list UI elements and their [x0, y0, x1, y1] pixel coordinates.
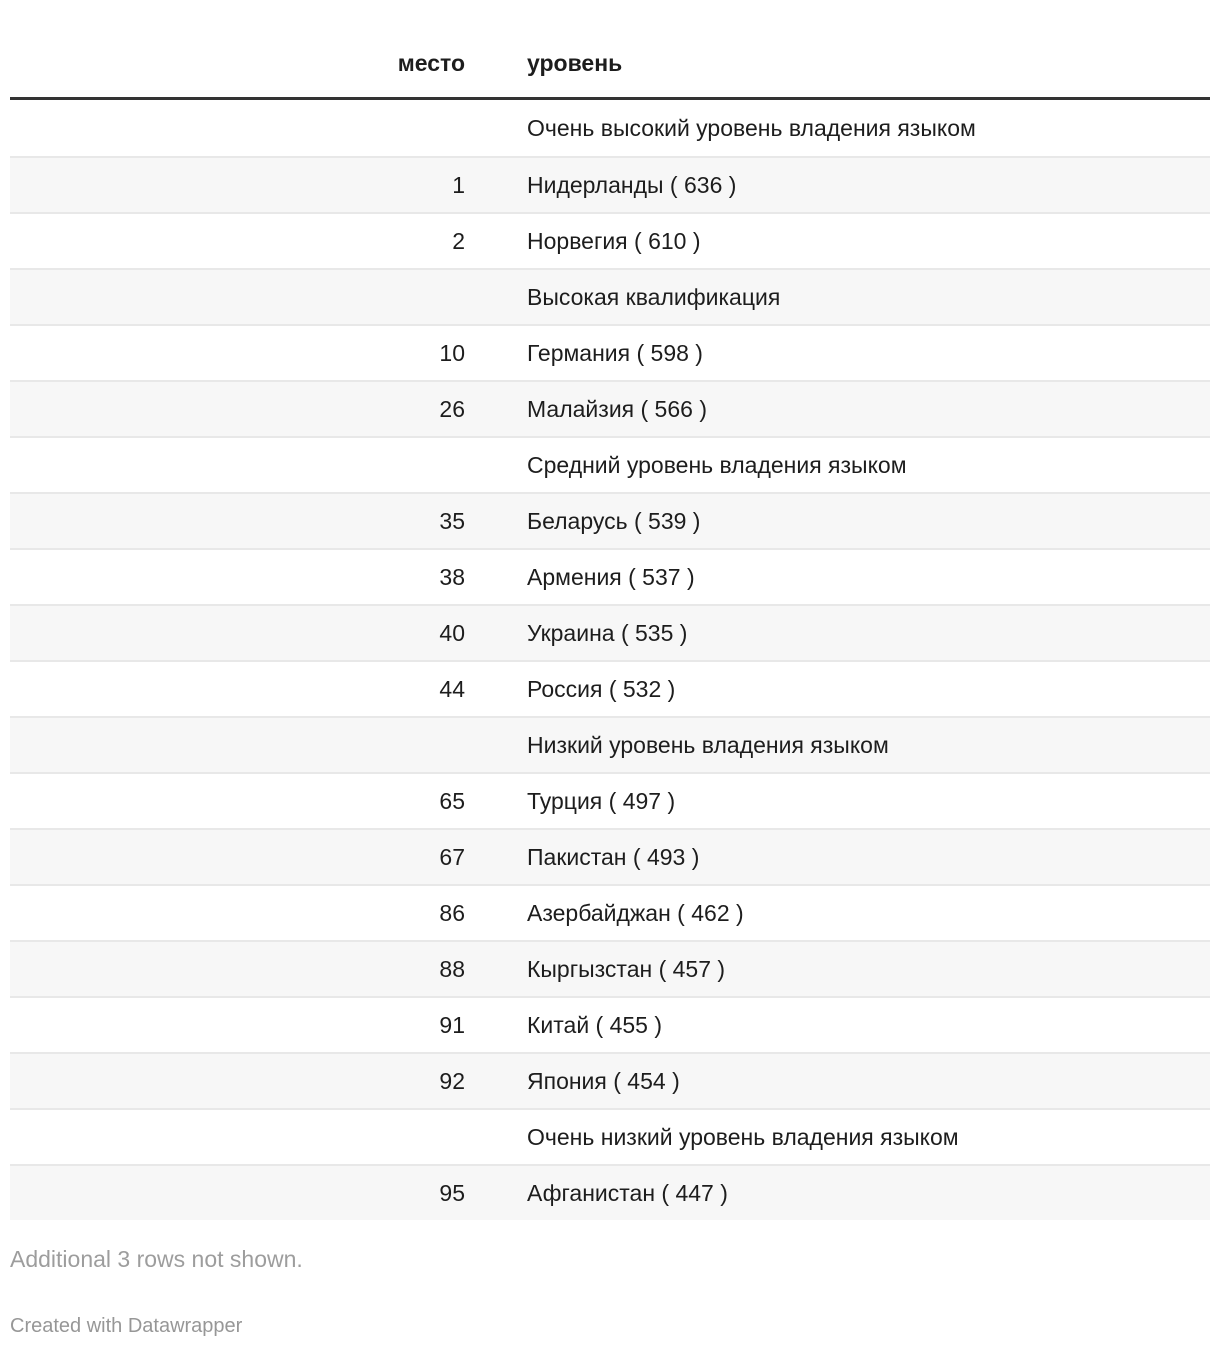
table-row: [10, 493, 1210, 549]
level-cell: Украина ( 535 ): [465, 605, 1210, 661]
datawrapper-attribution[interactable]: Created with Datawrapper: [10, 1315, 243, 1337]
table-row: [10, 381, 1210, 437]
rank-cell: 91: [10, 997, 465, 1053]
section-label: Средний уровень владения языком: [465, 437, 1210, 493]
rank-cell: 26: [10, 381, 465, 437]
rank-cell: 10: [10, 325, 465, 381]
level-cell: Турция ( 497 ): [465, 773, 1210, 829]
table-row: [10, 1053, 1210, 1109]
rank-cell: [10, 1109, 465, 1165]
table-row: [10, 997, 1210, 1053]
rank-cell: 67: [10, 829, 465, 885]
rank-cell: 38: [10, 549, 465, 605]
level-cell: Кыргызстан ( 457 ): [465, 941, 1210, 997]
rows-not-shown-note: Additional 3 rows not shown.: [10, 1246, 303, 1272]
rank-cell: 65: [10, 773, 465, 829]
section-label: Низкий уровень владения языком: [465, 717, 1210, 773]
table-row: [10, 549, 1210, 605]
level-cell: Азербайджан ( 462 ): [465, 885, 1210, 941]
rank-cell: [10, 269, 465, 325]
table-row: [10, 829, 1210, 885]
table-row: [10, 605, 1210, 661]
section-row: [10, 99, 1210, 158]
level-cell: Беларусь ( 539 ): [465, 493, 1210, 549]
section-row: [10, 269, 1210, 325]
section-label: Высокая квалификация: [465, 269, 1210, 325]
level-cell: Китай ( 455 ): [465, 997, 1210, 1053]
column-header-level: уровень: [465, 0, 1210, 99]
level-cell: Япония ( 454 ): [465, 1053, 1210, 1109]
level-cell: Армения ( 537 ): [465, 549, 1210, 605]
rank-cell: [10, 99, 465, 158]
rank-cell: [10, 717, 465, 773]
level-cell: Нидерланды ( 636 ): [465, 157, 1210, 213]
rank-cell: 86: [10, 885, 465, 941]
level-cell: Германия ( 598 ): [465, 325, 1210, 381]
column-header-rank: место: [10, 0, 465, 99]
section-label: Очень низкий уровень владения языком: [465, 1109, 1210, 1165]
level-cell: Норвегия ( 610 ): [465, 213, 1210, 269]
table-row: [10, 213, 1210, 269]
section-row: [10, 717, 1210, 773]
table-row: [10, 1165, 1210, 1220]
table-row: [10, 885, 1210, 941]
table-row: [10, 157, 1210, 213]
rank-cell: 92: [10, 1053, 465, 1109]
level-cell: Россия ( 532 ): [465, 661, 1210, 717]
section-row: [10, 437, 1210, 493]
rank-cell: 1: [10, 157, 465, 213]
ranking-table: [10, 0, 1210, 1220]
rank-cell: 2: [10, 213, 465, 269]
rank-cell: 40: [10, 605, 465, 661]
rank-cell: [10, 437, 465, 493]
level-cell: Пакистан ( 493 ): [465, 829, 1210, 885]
section-label: Очень высокий уровень владения языком: [527, 114, 976, 141]
level-cell: Афганистан ( 447 ): [465, 1165, 1210, 1220]
rank-cell: 44: [10, 661, 465, 717]
table-row: [10, 325, 1210, 381]
table-row: [10, 773, 1210, 829]
section-row: [10, 1109, 1210, 1165]
table-row: [10, 661, 1210, 717]
rank-cell: 88: [10, 941, 465, 997]
rank-cell: 95: [10, 1165, 465, 1220]
rank-cell: 35: [10, 493, 465, 549]
table-header: [10, 0, 1210, 99]
level-cell: Малайзия ( 566 ): [465, 381, 1210, 437]
table-row: [10, 941, 1210, 997]
